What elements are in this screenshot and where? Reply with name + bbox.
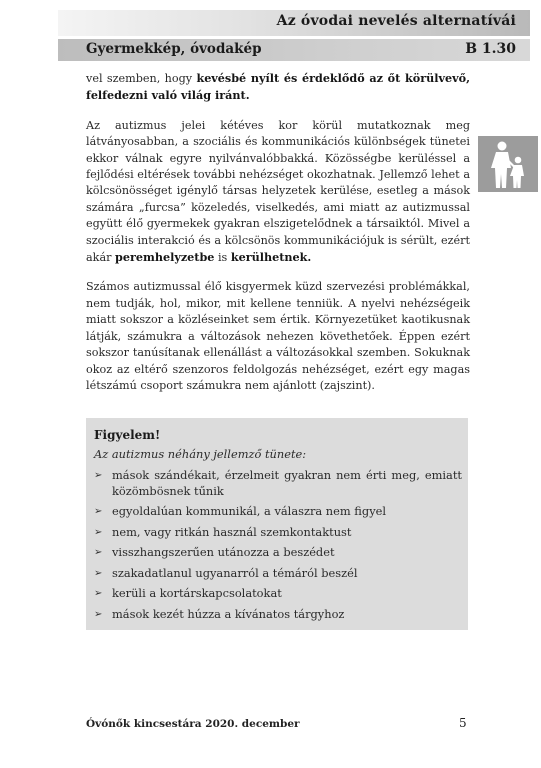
arrow-bullet-icon: ➢: [94, 526, 103, 538]
side-tab: [478, 136, 538, 192]
arrow-bullet-icon: ➢: [94, 506, 103, 517]
text-run: Számos autizmussal élő kisgyermek küzd szervezési problémákkal, nem tudják, hol, mikor, mit kellene tenniük. A nyelvi nehézségeik miatt sokszor a közléseinket sem értik. Környezetüket kaotikusnak látják, számukra a változások nehezen követhetőek. Éppen ezért sokszor tanúsítanak ellenállást a változásokkal szemben. Sokuknak okoz az eltérő szenzoros feldolgozás nehézséget, ezért egy magas létszámú csoport számukra nem ajánlott (zajszint).: [86, 280, 470, 392]
section-header-band: [58, 10, 530, 36]
list-item-text: szakadatlanul ugyanarról a témáról beszél: [112, 565, 358, 580]
list-item-text: mások szándékait, érzelmeit gyakran nem érti meg, emiatt közömbösnek tűnik: [112, 468, 462, 498]
list-item-text: mások kezét húzza a kívánatos tárgyhoz: [112, 606, 345, 621]
arrow-bullet-icon: ➢: [94, 470, 103, 481]
arrow-bullet-icon: ➢: [94, 567, 103, 579]
article-body: [86, 70, 470, 407]
section-title: Az óvodai nevelés alternatívái: [276, 13, 516, 29]
subsection-title: Gyermekkép, óvodakép: [86, 41, 262, 57]
list-item-text: egyoldalúan kommunikál, a válaszra nem figyel: [112, 504, 387, 518]
text-run: is: [214, 251, 231, 265]
symptom-list: [94, 468, 462, 627]
list-item-text: nem, vagy ritkán használ szemkontaktust: [112, 524, 352, 539]
arrow-bullet-icon: ➢: [94, 588, 103, 599]
attention-box: [86, 418, 468, 630]
paragraph-1: [86, 70, 470, 105]
bold-text: kevésbé nyílt és érdeklődő az őt körülvevő, felfedezni való világ iránt.: [86, 71, 470, 103]
paragraph-3: [86, 279, 470, 394]
paragraph-2: [86, 118, 470, 267]
list-item: [94, 607, 462, 623]
text-run: Az autizmus jelei kétéves kor körül mutatkoznak meg látványosabban, a szociális és kommunikációs különbségek tünetei ekkor válnak egyre nyilvánvalóbbakká. Közösségbe kerüléssel a fejlődési eltérések további nehézséget okozhatnak. Jellemző lehet a kölcsönösséget igénylő társas helyzetek kerülése, esetleg a mások számára „furcsa” közeledés, viselkedés, ami miatt az autizmussal együtt élő gyermekek gyakran elszigetelődnek a társaiktól. Mivel a szociális interakció és a kölcsönös kommunikációjuk is sérült, ezért akár: [86, 118, 470, 265]
text-run: vel szemben, hogy: [86, 72, 197, 85]
footer-publication: Óvónők kincsestára 2020. december: [86, 718, 300, 730]
parent-child-icon: [478, 136, 538, 192]
subsection-code: B 1.30: [465, 41, 516, 57]
subsection-header-band: [58, 39, 530, 61]
arrow-bullet-icon: ➢: [94, 608, 103, 620]
list-item: [94, 468, 462, 499]
arrow-bullet-icon: ➢: [94, 547, 103, 558]
page-number: 5: [459, 716, 467, 730]
list-item: [94, 586, 462, 602]
list-item: [94, 525, 462, 541]
list-item-text: visszhangszerűen utánozza a beszédet: [112, 545, 335, 559]
list-item: [94, 504, 462, 520]
list-item: [94, 566, 462, 582]
list-item: [94, 545, 462, 561]
attention-title: Figyelem!: [94, 428, 161, 442]
list-item-text: kerüli a kortárskapcsolatokat: [112, 586, 282, 600]
bold-text: peremhelyzetbe: [115, 250, 215, 265]
bold-text: kerülhetnek.: [230, 250, 312, 265]
attention-intro: Az autizmus néhány jellemző tünete:: [94, 447, 307, 461]
